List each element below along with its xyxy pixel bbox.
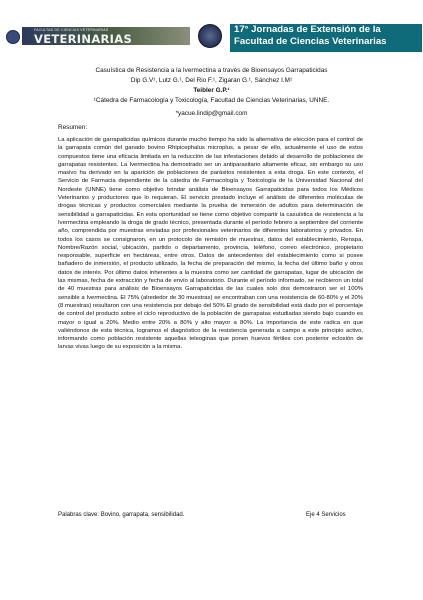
page-header bbox=[0, 0, 423, 54]
authors-line-2: Teibler G.P.¹ bbox=[193, 87, 230, 94]
contact-email[interactable]: *yacue.lindip@gmail.com bbox=[175, 110, 248, 117]
affiliation: ¹Cátedra de Farmacología y Toxicología, Facultad de Ciencias Veterinarias, UNNE. bbox=[93, 97, 330, 104]
abstract-body: La aplicación de garrapaticidas químicos durante mucho tiempo ha sido la alternativa de elección para el control de la garrapata común del ganado bovino Rhipicephalus microplus, a pesar de ello, actualmente el uso de estos compuestos tiene una eficacia limitada en la reducción de las infestaciones debido al desarrollo de poblaciones de garrapatas resistentes. La Ivermectina ha demostrado ser un antiparasitario altamente eficaz, sin embargo su uso masivo ha derivado en la aparición de poblaciones de parásitos resistentes a esta droga. En este contexto, el Servicio de Farmacia dependiente de la cátedra de Farmacología y Toxicología de la Universidad Nacional del Nordeste (UNNE) tiene como objetivo brindar análisis de Bioensayos Garrapaticidas para todos los Médicos Veterinarios y productores que lo requieran. El servicio prestado incluye el análisis de diferentes moléculas de drogas técnicas y productos comerciales mediante la prueba de inmersión de adultos para determinación de sensibilidad a garrapaticidas. En esta oportunidad se tiene como objetivo compartir la casuística de resistencia a la Ivermectina empleando la droga de grado técnico, presentada durante el período febrero a septiembre del corriente año, comprendida por muestras enviadas por profesionales veterinarios de diferentes laboratorios y privados. En todos los casos se consignaron, en un protocolo de remisión de muestras, datos del establecimiento, Renspa, Nombre/Razón social, ubicación, partido o departamento, provincia, teléfono, correo electrónico, propietario responsable, superficie en hectáreas, entre otros. Datos de antecedentes del establecimiento como si posee bañadero de inmersión, el producto utilizado, la fecha de preparación del mismo, la fecha del último baño y otros datos de interés. Por último datos inherentes a la muestra como ser cantidad de garrapatas, lugar de ubicación de las mismas, fecha de extracción y fecha de envío al laboratorio. Durante el período informado, se recibieron un total de 40 muestras para análisis de Bioensayos Garrapaticidas de las cuales solo dos demostraron ser el 100% sensible a Ivermectina. El 75% (alrededor de 30 muestras) se encontraban con una resistencia de 60-80% y el 20% (8 muestras) resultaron con una resistencia por debajo del 50% El grado de sensibilidad está dado por el porcentaje de control del producto sobre el ciclo reproductivo de la población de garrapatas estudiadas siendo bajo cuando es mayor o igual a 20%. Medio entre 20% a 80% y alto mayor a 80%. La importancia de este radica en que valiéndonos de esta técnica, logramos el diagnóstico de la resistencia generada a campo a este principio activo, informando como población resistente aquellas teleoginas que ponen huevos fértiles con posterior eclosión de larvas vivas luego de su exposición a la misma. bbox=[58, 137, 363, 351]
conference-banner bbox=[230, 24, 422, 52]
conference-title-line1: 17° Jornadas de Extensión de la bbox=[234, 24, 381, 35]
authors-line-1: Dip G.V¹, Lutz G.¹, Del Rio F.¹, Zigaran G.¹, Sánchez I.M¹ bbox=[130, 77, 293, 84]
banner-small-text: FACULTAD DE CIENCIAS VETERINARIAS bbox=[34, 28, 109, 32]
faculty-seal-icon bbox=[198, 24, 222, 48]
conference-title-line2: Facultad de Ciencias Veterinarias bbox=[234, 36, 387, 47]
resumen-heading: Resumen: bbox=[58, 124, 88, 131]
banner-title: VETERINARIAS bbox=[34, 32, 133, 46]
keywords: Palabras clave: Bovino, garrapata, sensibilidad. bbox=[58, 512, 185, 518]
thematic-axis: Eje 4 Servicios bbox=[306, 512, 346, 518]
university-logo-icon bbox=[6, 30, 20, 44]
paper-title: Casuística de Resistencia a la Ivermectina a través de Bioensayos Garrapaticidas bbox=[95, 67, 328, 74]
